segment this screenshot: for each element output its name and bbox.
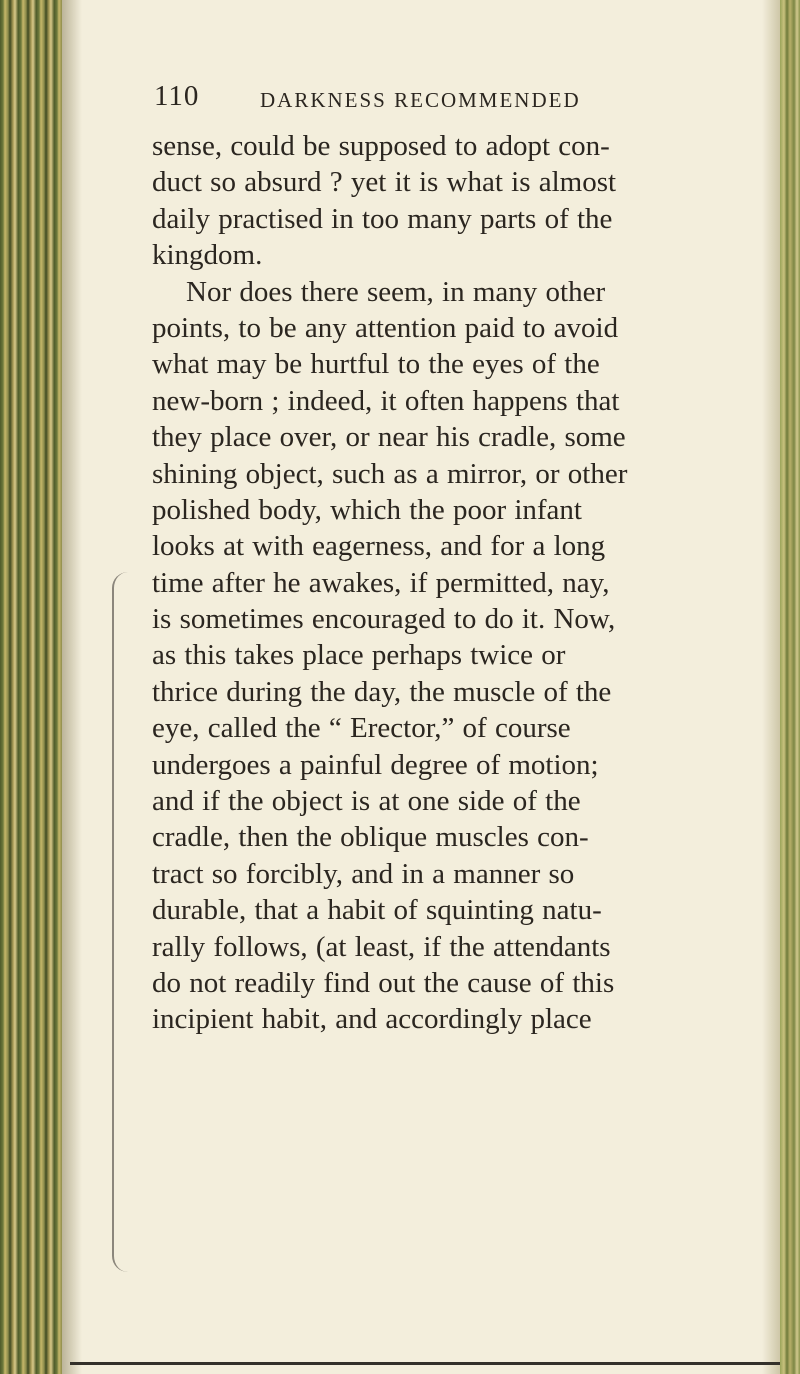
page-binding-right-edge xyxy=(780,0,800,1374)
text-line: thrice during the day, the muscle of the xyxy=(152,675,612,708)
text-line: is sometimes encouraged to do it. Now, xyxy=(152,603,616,636)
text-line: what may be hurtful to the eyes of the xyxy=(152,348,600,381)
text-line: daily practised in too many parts of the xyxy=(152,202,613,235)
text-line: undergoes a painful degree of motion; xyxy=(152,748,599,781)
page-number: 110 xyxy=(154,80,200,112)
text-line: do not readily find out the cause of this xyxy=(152,966,615,999)
text-line: sense, could be supposed to adopt con- xyxy=(152,130,610,162)
text-line: as this takes place perhaps twice or xyxy=(152,639,566,672)
text-line: kingdom. xyxy=(152,239,263,272)
text-line: time after he awakes, if permitted, nay, xyxy=(152,566,610,599)
margin-pencil-mark xyxy=(112,572,144,1272)
text-line: incipient habit, and accordingly place xyxy=(152,1003,592,1036)
text-line: cradle, then the oblique muscles con- xyxy=(152,821,589,854)
text-line: tract so forcibly, and in a manner so xyxy=(152,857,575,890)
text-line: duct so absurd ? yet it is what is almost xyxy=(152,166,617,199)
text-line: eye, called the “ Erector,” of course xyxy=(152,712,571,745)
page-gutter-shadow xyxy=(62,0,82,1374)
text-line-paragraph-start: Nor does there seem, in many other xyxy=(186,275,606,308)
text-line: durable, that a habit of squinting natu- xyxy=(152,894,602,927)
running-title: DARKNESS RECOMMENDED xyxy=(260,88,581,112)
text-line: and if the object is at one side of the xyxy=(152,785,581,818)
text-line: rally follows, (at least, if the attendants xyxy=(152,930,611,963)
page-header xyxy=(150,78,760,118)
page-binding-left-edge xyxy=(0,0,62,1374)
text-line: points, to be any attention paid to avoid xyxy=(152,311,619,344)
text-line: looks at with eagerness, and for a long xyxy=(152,530,606,563)
page-edge-shadow xyxy=(762,0,780,1374)
page-bottom-border xyxy=(70,1362,780,1365)
page-body-text xyxy=(152,128,762,1038)
text-line: new-born ; indeed, it often happens that xyxy=(152,384,620,417)
text-line: they place over, or near his cradle, some xyxy=(152,421,626,454)
text-line: shining object, such as a mirror, or other xyxy=(152,457,628,490)
text-line: polished body, which the poor infant xyxy=(152,493,582,526)
